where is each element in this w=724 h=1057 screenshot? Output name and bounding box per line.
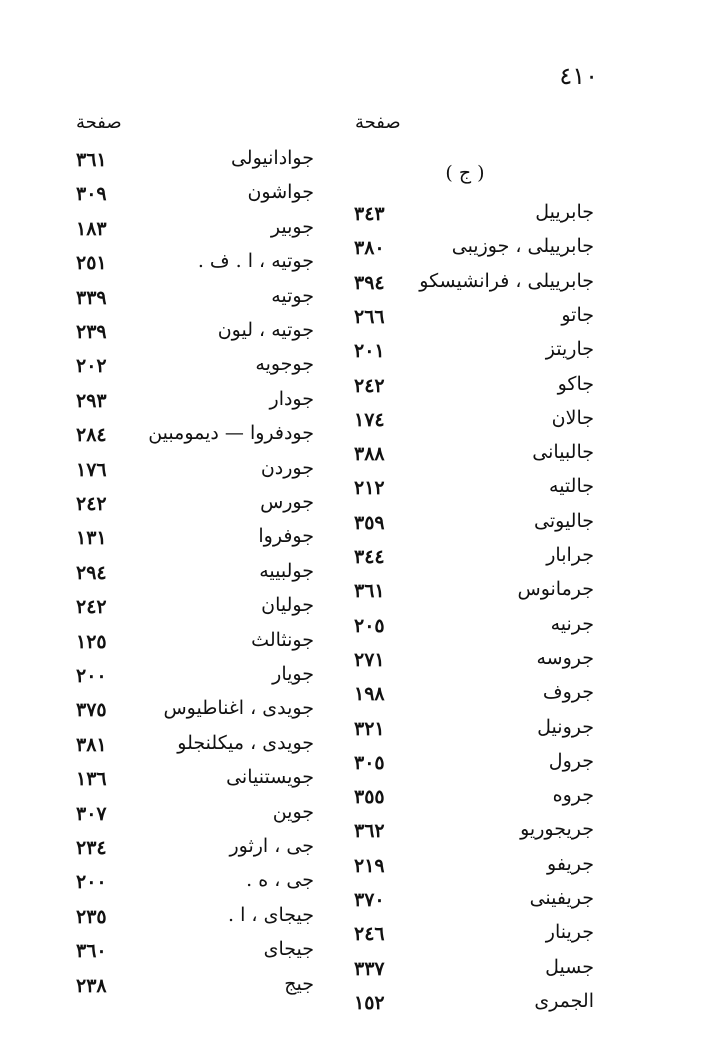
entry-page-number: ٣٠٥: [354, 751, 385, 774]
index-entry: [0, 560, 724, 594]
entry-name: جى ، ارثور: [229, 835, 314, 857]
entry-name: جويدى ، اغناطيوس: [163, 697, 314, 720]
entry-name: جورس: [260, 491, 314, 513]
entry-page-number: ٢٣٨: [76, 974, 107, 997]
entry-name: جويستنيانى: [226, 766, 314, 789]
index-entry: [0, 766, 724, 800]
entry-page-number: ١٣١: [76, 527, 107, 550]
entry-page-number: ٣٣٩: [76, 286, 107, 309]
index-entry: [0, 422, 724, 456]
entry-page-number: ٣٦٢: [354, 820, 385, 843]
entry-page-number: ١٧٤: [354, 408, 385, 431]
index-entry: [0, 319, 724, 353]
entry-name: جوردن: [260, 456, 314, 479]
entry-name: جوين: [272, 800, 314, 823]
entry-page-number: ٣٣٧: [354, 957, 385, 980]
index-entry: [0, 181, 724, 215]
section-letter: ( ج ): [445, 162, 485, 184]
entry-name: جريفينى: [529, 887, 594, 909]
entry-name: جوتيه ، ليون: [217, 319, 314, 341]
entry-page-number: ٣٤٤: [354, 546, 385, 568]
entry-page-number: ٣٨٠: [354, 237, 385, 260]
entry-page-number: ٢٠٢: [76, 355, 107, 378]
entry-name: جواشون: [247, 181, 314, 204]
entry-page-number: ٣٤٣: [354, 203, 385, 225]
entry-page-number: ٣٠٧: [76, 802, 107, 825]
column-header-right: صفحة: [355, 112, 401, 133]
entry-page-number: ٣٥٥: [354, 786, 385, 809]
entry-page-number: ٢٨٤: [76, 424, 107, 447]
page-number: ٤١٠: [559, 62, 598, 90]
entry-name: جاكو: [557, 372, 594, 395]
index-entry: [0, 801, 724, 835]
index-entry: [0, 663, 724, 697]
entry-name: جوادانيولى: [230, 147, 314, 169]
index-entry: [0, 732, 724, 766]
entry-page-number: ٣٨١: [76, 733, 107, 756]
entry-page-number: ٣٥٩: [354, 511, 385, 534]
index-entry: [0, 250, 724, 284]
entry-name: جويار: [272, 663, 314, 685]
entry-page-number: ٢٧١: [354, 648, 385, 671]
index-entry: [0, 904, 724, 938]
entry-page-number: ٢٠٠: [76, 665, 107, 687]
entry-name: جريفو: [547, 852, 594, 875]
index-entry: [0, 973, 724, 1007]
entry-page-number: ٢١٢: [354, 477, 385, 500]
entry-page-number: ٣٧٠: [354, 889, 385, 911]
entry-name: جالتيه: [549, 475, 594, 498]
index-entry: [0, 629, 724, 663]
entry-name: جابرييلى ، فرانشيسكو: [419, 269, 594, 292]
entry-page-number: ١٩٨: [354, 683, 385, 706]
index-entry: [0, 216, 724, 250]
entry-page-number: ٢٩٣: [76, 389, 107, 412]
entry-name: جرابار: [546, 544, 594, 566]
entry-name: جويدى ، ميكلنجلو: [177, 731, 314, 754]
entry-page-number: ١٨٣: [76, 217, 107, 240]
entry-page-number: ٢٣٩: [76, 321, 107, 343]
entry-page-number: ٣٠٩: [76, 183, 107, 206]
column-header-left: صفحة: [76, 112, 122, 133]
entry-page-number: ١٢٥: [76, 630, 107, 653]
entry-page-number: ٢٤٢: [76, 596, 107, 619]
entry-name: جرونيل: [537, 715, 594, 738]
entry-page-number: ٢٣٤: [76, 837, 107, 859]
entry-page-number: ٣٧٥: [76, 699, 107, 722]
entry-name: جيجاى: [263, 938, 314, 961]
entry-name: جرمانوس: [517, 578, 594, 601]
entry-name: جوبير: [270, 215, 314, 238]
index-entry: [0, 491, 724, 525]
entry-name: جالبيانى: [532, 441, 594, 464]
entry-page-number: ٢٥١: [76, 252, 107, 275]
index-entry: [0, 594, 724, 628]
entry-name: جولبييه: [259, 559, 314, 582]
entry-page-number: ٢٠١: [354, 340, 385, 363]
entry-page-number: ٣٨٨: [354, 443, 385, 466]
index-entry: [0, 147, 724, 181]
entry-name: الجمرى: [534, 989, 594, 1012]
entry-page-number: ٢٤٢: [76, 493, 107, 515]
entry-name: جاريتز: [545, 338, 594, 361]
entry-page-number: ٢٤٦: [354, 923, 385, 946]
entry-name: جودفروا — ديمومبين: [148, 422, 314, 445]
entry-name: جروف: [542, 681, 594, 704]
index-entry: [0, 388, 724, 422]
entry-name: جوفروا: [258, 525, 314, 548]
entry-name: جاليوتى: [534, 509, 594, 532]
index-entry: [0, 285, 724, 319]
entry-page-number: ١٧٦: [76, 458, 107, 481]
entry-name: جونثالث: [251, 628, 314, 651]
index-entry: [0, 835, 724, 869]
entry-name: جيج: [284, 972, 314, 995]
entry-name: جريجوريو: [520, 818, 594, 841]
entry-name: جوتيه: [271, 284, 314, 307]
index-entry: [0, 938, 724, 972]
entry-page-number: ٣٩٤: [354, 271, 385, 294]
index-entry: [0, 457, 724, 491]
entry-name: جالان: [551, 406, 594, 429]
entry-page-number: ٣٦١: [76, 149, 107, 171]
entry-page-number: ٣٢١: [354, 717, 385, 740]
index-entry: [0, 353, 724, 387]
index-entry: [0, 869, 724, 903]
entry-name: جسيل: [545, 955, 594, 978]
entry-page-number: ٢٩٤: [76, 561, 107, 584]
entry-name: جروه: [552, 784, 594, 807]
entry-page-number: ٢٣٥: [76, 905, 107, 928]
entry-page-number: ٢٠٥: [354, 614, 385, 637]
entry-name: جوتيه ، ا . ف .: [197, 250, 314, 273]
entry-name: جابرييلى ، جوزيبى: [451, 235, 594, 258]
entry-name: جيجاى ، ا .: [228, 903, 314, 926]
entry-page-number: ٢١٩: [354, 854, 385, 877]
entry-name: جرول: [548, 749, 594, 772]
entry-page-number: ٢٤٢: [354, 374, 385, 397]
entry-page-number: ٣٦١: [354, 580, 385, 603]
entry-page-number: ٣٦٠: [76, 940, 107, 963]
entry-name: جى ، ه .: [246, 869, 314, 892]
entry-name: جروسه: [536, 646, 594, 669]
entry-name: جابرييل: [535, 201, 594, 223]
index-entry: [0, 697, 724, 731]
entry-name: جوليان: [261, 594, 314, 617]
entry-page-number: ١٣٦: [76, 768, 107, 791]
entry-page-number: ١٥٢: [354, 991, 385, 1014]
entry-page-number: ٢٦٦: [354, 305, 385, 328]
entry-name: جرينار: [545, 921, 594, 944]
entry-name: جاتو: [561, 303, 594, 326]
entry-name: جرنيه: [550, 612, 594, 635]
entry-name: جوجويه: [255, 353, 314, 376]
entry-name: جودار: [269, 387, 314, 410]
entry-page-number: ٢٠٠: [76, 871, 107, 894]
index-entry: [0, 525, 724, 559]
